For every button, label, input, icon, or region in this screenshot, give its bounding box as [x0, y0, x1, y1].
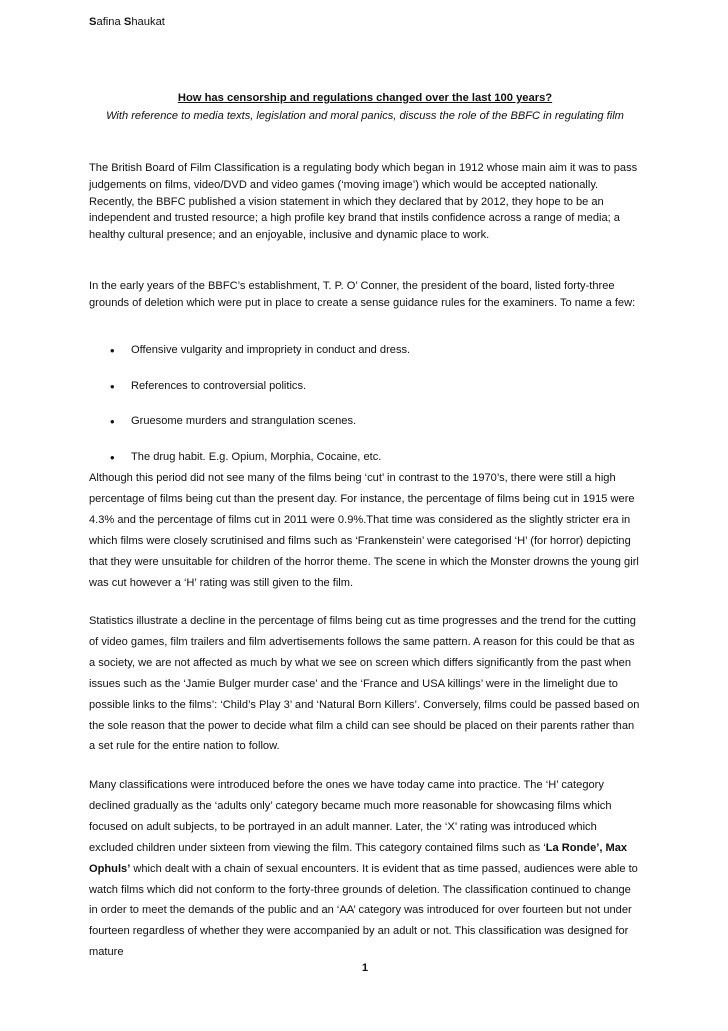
paragraph-statistics: Statistics illustrate a decline in the percentage of films being cut as time progresses and the trend for the cutting of video games, film trailers and film advertisements follows the same pattern. A reason for this could be that as a society, we are not affected as much by what we see on screen which differs significantly from the past when issues such as the ‘Jamie Bulger murder case’ and the ‘France and USA killings’ were in the limelight due to possible links to the films’: ‘Child’s Play 3’ and ‘Natural Born Killers’. Conversely, films could be passed based on the sole reason that the power to decide what film a child can see should be placed on their parents rather than a set rule for the entire nation to follow.: [89, 615, 640, 753]
paragraph-cuts-history: Although this period did not see many of the films being ‘cut’ in contrast to the 1970’s, there were still a high percentage of films being cut than the present day. For instance, the percentage of films being cut in 1915 were 4.3% and the percentage of films cut in 2011 were 0.9%.That time was considered as the slightly stricter era in which films were closely scrutinised and films such as ‘Frankenstein’ were categorised ‘H’ (for horror) depicting that they were unsuitable for children of the horror theme. The scene in which the Monster drowns the young girl was cut however a ‘H’ rating was still given to the film.: [89, 472, 639, 589]
title-block: [89, 90, 641, 125]
list-item-text: Offensive vulgarity and impropriety in conduct and dress.: [131, 344, 411, 356]
list-item: [89, 413, 641, 449]
bullet-icon: •: [110, 343, 115, 358]
author-first-initial: S: [89, 16, 97, 28]
author-last-initial: S: [123, 16, 132, 28]
grounds-of-deletion-list: [89, 342, 641, 484]
author-last-rest: haukat: [131, 16, 165, 28]
paragraph-intro: The British Board of Film Classification is a regulating body which began in 1912 whose main aim it was to pass judgements on films, video/DVD and video games (‘moving image’) which would be accepted nationally. Recently, the BBFC published a vision statement in which they declared that by 2012, they hope to be an independent and trusted resource; a high profile key brand that instils confidence across a range of media; a healthy cultural presence; and an enjoyable, inclusive and dynamic place to work.: [89, 162, 638, 242]
essay-title: How has censorship and regulations changed over the last 100 years?: [177, 92, 553, 104]
list-item-text: The drug habit. E.g. Opium, Morphia, Cocaine, etc.: [131, 450, 382, 463]
paragraph-text: Many classifications were introduced before the ones we have today came into practice. The ‘H’ category declined gradually as the ‘adults only’ category became much more reasonable for showcasing films which focused on adult subjects, to be portrayed in an adult manner. Later, the ‘X’ rating was introduced which excluded children under sixteen from viewing the film. This category contained films such as ‘: [89, 779, 612, 854]
paragraph-classifications: [89, 775, 641, 963]
bullet-icon: •: [110, 414, 115, 429]
author-header: [89, 14, 165, 31]
bullet-icon: •: [110, 378, 115, 394]
author-first-rest: afina: [96, 16, 124, 28]
list-item: [89, 378, 641, 414]
page-number: 1: [361, 962, 369, 974]
list-item: [89, 342, 641, 378]
bullet-icon: •: [110, 449, 115, 465]
essay-subtitle: With reference to media texts, legislation and moral panics, discuss the role of the BBFC in regulating film: [106, 110, 624, 122]
paragraph-text: which dealt with a chain of sexual encounters. It is evident that as time passed, audiences were able to watch films which did not conform to the forty-three grounds of deletion. The classification continued to change in order to meet the demands of the public and an ‘AA’ category was introduced for over fourteen but not under fourteen regardless of whether they were accompanied by an adult or not. This classification was designed for mature: [89, 862, 638, 959]
list-item-text: Gruesome murders and strangulation scenes.: [131, 415, 357, 427]
film-reference: La Ronde’, Max Ophuls’: [89, 841, 628, 875]
list-item-text: References to controversial politics.: [131, 379, 307, 392]
paragraph-early-years: In the early years of the BBFC’s establishment, T. P. O’ Conner, the president of the board, listed forty-three grounds of deletion which were put in place to create a sense guidance rules for the examiners. To name a few:: [89, 280, 636, 309]
